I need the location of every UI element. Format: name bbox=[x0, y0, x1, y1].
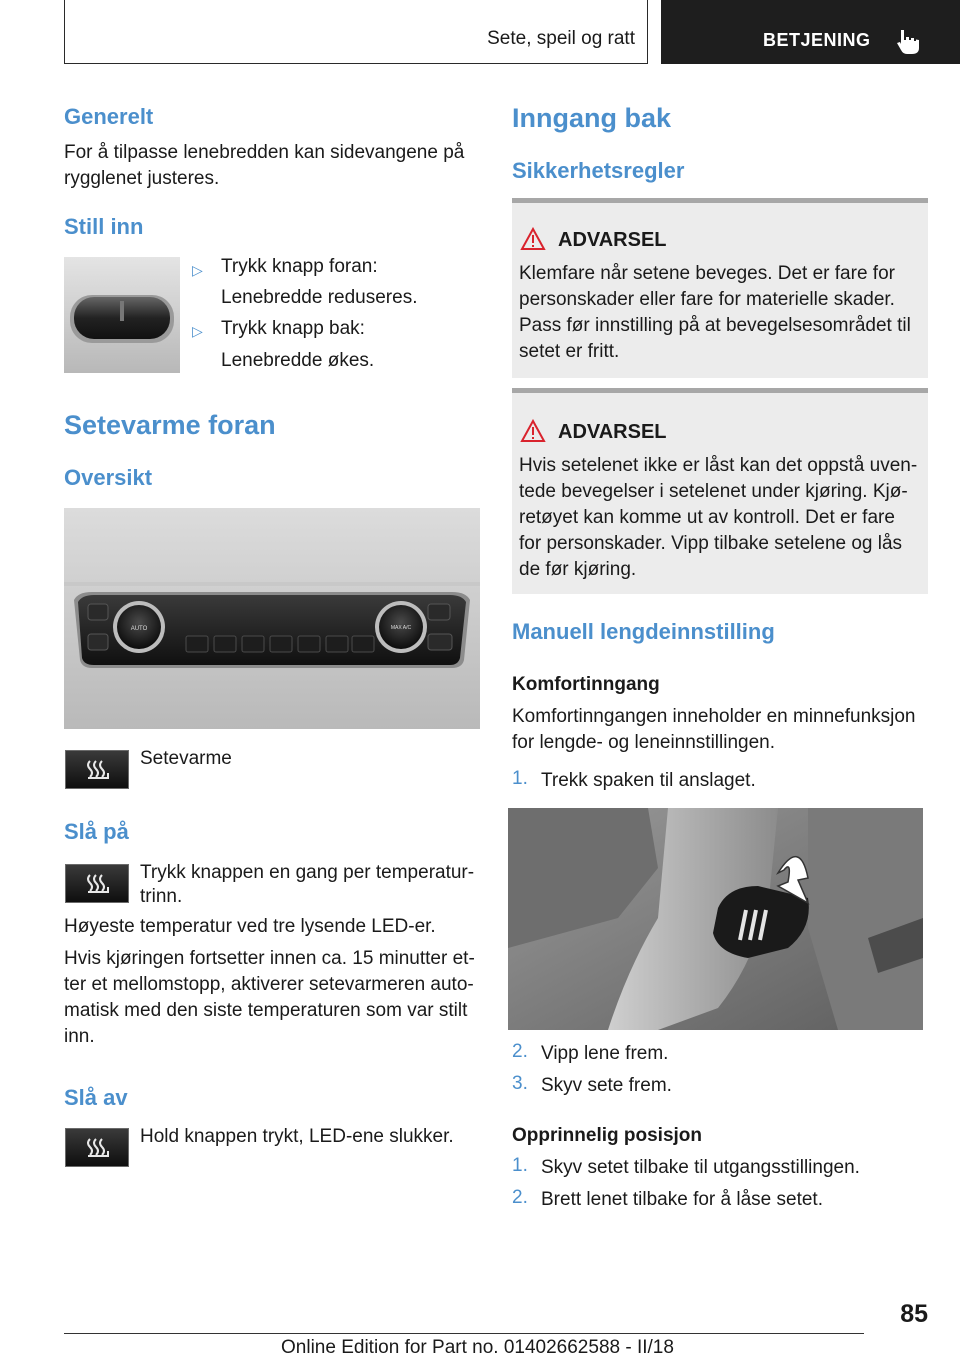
komfort-line2: for lengde- og leneinnstillingen. bbox=[512, 732, 776, 753]
seat-heating-button-icon bbox=[65, 1128, 129, 1167]
warning-1-line2: personskader eller fare for materielle skader. bbox=[519, 289, 895, 310]
oversikt-heading: Oversikt bbox=[64, 465, 153, 490]
climate-panel-image bbox=[64, 508, 480, 729]
sla-pa-heading: Slå på bbox=[64, 819, 129, 844]
seat-lever-image bbox=[508, 808, 923, 1030]
sla-pa-p2-line2: ter et mellomstopp, aktiverer setevarmeren auto- bbox=[64, 974, 474, 995]
footer-divider bbox=[64, 1333, 864, 1334]
footer-edition: Online Edition for Part no. 01402662588 - II/18 bbox=[281, 1337, 674, 1358]
seat-heating-button-icon bbox=[65, 750, 129, 789]
sla-pa-p2-line1: Hvis kjøringen fortsetter innen ca. 15 minutter et- bbox=[64, 948, 475, 969]
still-inn-heading: Still inn bbox=[64, 214, 144, 239]
pointing-hand-icon bbox=[893, 26, 923, 56]
warning-2-line2: tede bevegelser i setelenet under kjøring. Kjø- bbox=[519, 481, 908, 502]
step-text: Vipp lene frem. bbox=[541, 1043, 669, 1064]
sla-pa-line1: Trykk knappen en gang per temperatur- bbox=[140, 862, 475, 883]
generelt-heading: Generelt bbox=[64, 104, 154, 129]
step-text: Skyv sete frem. bbox=[541, 1075, 672, 1096]
warning-triangle-icon bbox=[520, 227, 546, 251]
still-inn-item1-label: Trykk knapp foran: bbox=[221, 256, 378, 277]
warning-1-line4: setet er fritt. bbox=[519, 341, 620, 362]
step-text: Brett lenet tilbake for å låse setet. bbox=[541, 1189, 823, 1210]
warning-2-line5: de før kjøring. bbox=[519, 559, 637, 580]
step-number: 1. bbox=[512, 768, 528, 789]
komfort-line1: Komfortinngangen inneholder en minnefunksjon bbox=[512, 706, 916, 727]
sla-av-heading: Slå av bbox=[64, 1085, 128, 1110]
sla-pa-p1: Høyeste temperatur ved tre lysende LED-er. bbox=[64, 916, 436, 937]
step-number: 2. bbox=[512, 1041, 528, 1062]
generelt-line2: rygglenet justeres. bbox=[64, 168, 220, 189]
warning-2-title: ADVARSEL bbox=[558, 421, 667, 443]
still-inn-item2-label: Trykk knapp bak: bbox=[221, 318, 365, 339]
sla-pa-line2: trinn. bbox=[140, 886, 183, 907]
seat-width-button-image bbox=[64, 257, 180, 373]
warning-2-line4: for personskader. Vipp tilbake setelene og lås bbox=[519, 533, 903, 554]
auto-label: AUTO bbox=[130, 626, 148, 632]
komfortinngang-title: Komfortinngang bbox=[512, 674, 660, 695]
step-number: 3. bbox=[512, 1073, 528, 1094]
setevarme-heading: Setevarme foran bbox=[64, 410, 276, 440]
manuell-heading: Manuell lengdeinnstilling bbox=[512, 619, 775, 644]
generelt-line1: For å tilpasse lenebredden kan sidevangene på bbox=[64, 142, 465, 163]
max-ac-label: MAX A/C bbox=[390, 625, 412, 631]
step-text: Trekk spaken til anslaget. bbox=[541, 770, 756, 791]
warning-2-line3: retøyet kan komme ut av kontroll. Det er fare bbox=[519, 507, 895, 528]
inngang-bak-heading: Inngang bak bbox=[512, 103, 672, 133]
page-number: 85 bbox=[900, 1300, 928, 1328]
sikkerhetsregler-heading: Sikkerhetsregler bbox=[512, 158, 685, 183]
warning-triangle-icon bbox=[520, 419, 546, 443]
warning-1-title: ADVARSEL bbox=[558, 229, 667, 251]
still-inn-item1-result: Lenebredde reduseres. bbox=[221, 287, 418, 308]
seat-heating-button-icon bbox=[65, 864, 129, 903]
sla-pa-p2-line4: inn. bbox=[64, 1026, 95, 1047]
still-inn-item2-result: Lenebredde økes. bbox=[221, 350, 375, 371]
warning-box-1 bbox=[512, 198, 928, 378]
header-section-tab bbox=[661, 0, 960, 64]
warning-box-2 bbox=[512, 388, 928, 594]
bullet-triangle: ▷ bbox=[192, 262, 203, 278]
step-number: 1. bbox=[512, 1155, 528, 1176]
section-tab-label: BETJENING bbox=[763, 30, 871, 50]
header-chapter-box bbox=[64, 0, 648, 64]
setevarme-caption: Setevarme bbox=[140, 748, 232, 769]
step-number: 2. bbox=[512, 1187, 528, 1208]
opprinnelig-title: Opprinnelig posisjon bbox=[512, 1125, 702, 1146]
warning-1-line1: Klemfare når setene beveges. Det er fare for bbox=[519, 263, 895, 284]
sla-pa-p2-line3: matisk med den siste temperaturen som var stilt bbox=[64, 1000, 468, 1021]
bullet-triangle: ▷ bbox=[192, 323, 203, 339]
sla-av-line1: Hold knappen trykt, LED-ene slukker. bbox=[140, 1126, 454, 1147]
chapter-title: Sete, speil og ratt bbox=[487, 28, 635, 49]
warning-1-line3: Pass før innstilling på at bevegelsesområdet til bbox=[519, 315, 911, 336]
step-text: Skyv setet tilbake til utgangsstillingen. bbox=[541, 1157, 860, 1178]
warning-2-line1: Hvis setelenet ikke er låst kan det oppstå uven- bbox=[519, 455, 918, 476]
